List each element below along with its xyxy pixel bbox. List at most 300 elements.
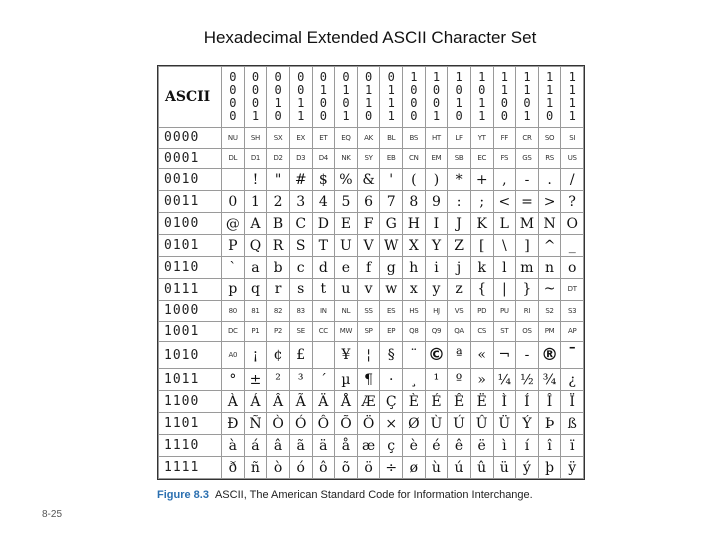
char-cell: ¸: [403, 369, 426, 391]
char-cell: Y: [425, 235, 448, 257]
char-cell: 3: [289, 191, 312, 213]
column-header-bit: 1: [319, 83, 327, 97]
column-header-bit: 0: [319, 109, 327, 123]
char-cell: Î: [538, 391, 561, 413]
char-cell: Ú: [448, 413, 471, 435]
table-row: [159, 369, 584, 391]
column-header-bit: 0: [319, 96, 327, 110]
char-cell: è: [403, 435, 426, 457]
char-cell: Ë: [470, 391, 493, 413]
char-cell: J: [448, 213, 471, 235]
char-cell: EP: [380, 321, 403, 342]
char-cell: m: [516, 257, 539, 279]
column-header-bit: 0: [319, 70, 327, 84]
column-header-bit: 1: [410, 70, 418, 84]
column-header-bit: 1: [545, 83, 554, 97]
char-cell: SX: [267, 128, 290, 149]
char-cell: Ï: [561, 391, 584, 413]
char-cell: SE: [289, 321, 312, 342]
char-cell: ^: [538, 235, 561, 257]
char-cell: Ý: [516, 413, 539, 435]
column-header-bit: 0: [387, 70, 395, 84]
char-cell: é: [425, 435, 448, 457]
column-header-bit: 0: [251, 96, 260, 110]
char-cell: ¶: [357, 369, 380, 391]
char-cell: Â: [267, 391, 290, 413]
char-cell: O: [561, 213, 584, 235]
char-cell: RS: [538, 148, 561, 169]
char-cell: £: [289, 342, 312, 369]
char-cell: `: [222, 257, 245, 279]
char-cell: h: [403, 257, 426, 279]
char-cell: i: [425, 257, 448, 279]
char-cell: 81: [244, 300, 267, 321]
column-header-bit: 1: [478, 96, 486, 110]
table-row: [159, 235, 584, 257]
char-cell: u: [335, 278, 358, 300]
char-cell: í: [516, 435, 539, 457]
char-cell: á: [244, 435, 267, 457]
column-header: [267, 67, 290, 128]
char-cell: D3: [289, 148, 312, 169]
char-cell: IN: [312, 300, 335, 321]
char-cell: SP: [357, 321, 380, 342]
column-header-bit: 1: [568, 83, 576, 97]
char-cell: ;: [470, 191, 493, 213]
column-header: [448, 67, 471, 128]
column-header-bit: 0: [229, 96, 237, 110]
char-cell: ES: [380, 300, 403, 321]
char-cell: Ç: [380, 391, 403, 413]
char-cell: j: [448, 257, 471, 279]
char-cell: :: [448, 191, 471, 213]
column-header: [425, 67, 448, 128]
char-cell: â: [267, 435, 290, 457]
char-cell: HJ: [425, 300, 448, 321]
column-header-bit: 1: [387, 109, 395, 123]
column-header-row: [159, 67, 584, 128]
row-header: 1110: [159, 435, 222, 457]
char-cell: &: [357, 169, 380, 191]
column-header-bit: 1: [545, 96, 554, 110]
char-cell: 82: [267, 300, 290, 321]
char-cell: ,: [493, 169, 516, 191]
char-cell: P2: [267, 321, 290, 342]
char-cell: D2: [267, 148, 290, 169]
char-cell: «: [470, 342, 493, 369]
char-cell: .: [538, 169, 561, 191]
char-cell: SB: [448, 148, 471, 169]
char-cell: OS: [516, 321, 539, 342]
char-cell: ¾: [538, 369, 561, 391]
char-cell: AK: [357, 128, 380, 149]
char-cell: ë: [470, 435, 493, 457]
row-header: 1011: [159, 369, 222, 391]
table-row: [159, 278, 584, 300]
char-cell: *: [448, 169, 471, 191]
char-cell: SS: [357, 300, 380, 321]
row-header: 0011: [159, 191, 222, 213]
char-cell: ñ: [244, 457, 267, 479]
row-header: 1101: [159, 413, 222, 435]
char-cell: ó: [289, 457, 312, 479]
char-cell: ©: [425, 342, 448, 369]
char-cell: T: [312, 235, 335, 257]
char-cell: CR: [516, 128, 539, 149]
char-cell: L: [493, 213, 516, 235]
char-cell: +: [470, 169, 493, 191]
char-cell: f: [357, 257, 380, 279]
char-cell: ¯: [561, 342, 584, 369]
char-cell: ¿: [561, 369, 584, 391]
column-header-bit: 1: [251, 109, 260, 123]
char-cell: 8: [403, 191, 426, 213]
char-cell: ¼: [493, 369, 516, 391]
row-header: 0010: [159, 169, 222, 191]
char-cell: þ: [538, 457, 561, 479]
column-header-bit: 0: [410, 96, 418, 110]
char-cell: q: [244, 278, 267, 300]
char-cell: ´: [312, 369, 335, 391]
char-cell: ð: [222, 457, 245, 479]
char-cell: 0: [222, 191, 245, 213]
table-row: [159, 435, 584, 457]
char-cell: @: [222, 213, 245, 235]
char-cell: RI: [516, 300, 539, 321]
char-cell: LF: [448, 128, 471, 149]
char-cell: Ù: [425, 413, 448, 435]
char-cell: /: [561, 169, 584, 191]
column-header-bit: 0: [229, 109, 237, 123]
char-cell: µ: [335, 369, 358, 391]
char-cell: ÷: [380, 457, 403, 479]
char-cell: BL: [380, 128, 403, 149]
table-row: [159, 342, 584, 369]
column-header-bit: 1: [455, 70, 463, 84]
column-header-bit: 0: [274, 70, 282, 84]
char-cell: Õ: [335, 413, 358, 435]
char-cell: U: [335, 235, 358, 257]
column-header-bit: 1: [432, 70, 441, 84]
figure-caption: [157, 489, 587, 501]
char-cell: [312, 342, 335, 369]
char-cell: Ã: [289, 391, 312, 413]
row-header: 1111: [159, 457, 222, 479]
char-cell: FF: [493, 128, 516, 149]
ascii-table-figure: [157, 65, 585, 480]
char-cell: PM: [538, 321, 561, 342]
char-cell: û: [470, 457, 493, 479]
table-row: [159, 148, 584, 169]
char-cell: >: [538, 191, 561, 213]
column-header-bit: 0: [364, 70, 373, 84]
char-cell: y: [425, 278, 448, 300]
char-cell: BS: [403, 128, 426, 149]
char-cell: Ó: [289, 413, 312, 435]
char-cell: ù: [425, 457, 448, 479]
char-cell: æ: [357, 435, 380, 457]
column-header-bit: 0: [478, 83, 486, 97]
column-header-bit: 0: [455, 83, 463, 97]
char-cell: V: [357, 235, 380, 257]
char-cell: ±: [244, 369, 267, 391]
char-cell: DL: [222, 148, 245, 169]
char-cell: ß: [561, 413, 584, 435]
char-cell: Ö: [357, 413, 380, 435]
char-cell: NL: [335, 300, 358, 321]
column-header-bit: 0: [251, 70, 260, 84]
char-cell: Ô: [312, 413, 335, 435]
table-row: [159, 300, 584, 321]
char-cell: É: [425, 391, 448, 413]
column-header-bit: 1: [478, 109, 486, 123]
column-header-bit: 1: [455, 96, 463, 110]
table-row: [159, 457, 584, 479]
char-cell: à: [222, 435, 245, 457]
column-header-bit: 1: [342, 83, 350, 97]
char-cell: S2: [538, 300, 561, 321]
char-cell: EQ: [335, 128, 358, 149]
char-cell: D4: [312, 148, 335, 169]
row-header: 1100: [159, 391, 222, 413]
char-cell: [: [470, 235, 493, 257]
char-cell: ²: [267, 369, 290, 391]
char-cell: CN: [403, 148, 426, 169]
char-cell: YT: [470, 128, 493, 149]
char-cell: °: [222, 369, 245, 391]
char-cell: n: [538, 257, 561, 279]
char-cell: ì: [493, 435, 516, 457]
char-cell: X: [403, 235, 426, 257]
char-cell: r: [267, 278, 290, 300]
char-cell: EB: [380, 148, 403, 169]
char-cell: W: [380, 235, 403, 257]
column-header-bit: 0: [297, 70, 305, 84]
char-cell: 9: [425, 191, 448, 213]
char-cell: ç: [380, 435, 403, 457]
char-cell: e: [335, 257, 358, 279]
char-cell: PD: [470, 300, 493, 321]
column-header-bit: 1: [342, 109, 350, 123]
char-cell: 4: [312, 191, 335, 213]
char-cell: EC: [470, 148, 493, 169]
char-cell: G: [380, 213, 403, 235]
char-cell: =: [516, 191, 539, 213]
char-cell: ú: [448, 457, 471, 479]
char-cell: ö: [357, 457, 380, 479]
char-cell: S: [289, 235, 312, 257]
char-cell: H: [403, 213, 426, 235]
char-cell: SI: [561, 128, 584, 149]
row-header: 0101: [159, 235, 222, 257]
char-cell: GS: [516, 148, 539, 169]
char-cell: ·: [380, 369, 403, 391]
char-cell: ô: [312, 457, 335, 479]
figure-caption-text: ASCII, The American Standard Code for Information Interchange.: [214, 489, 533, 501]
char-cell: x: [403, 278, 426, 300]
char-cell: Q8: [403, 321, 426, 342]
char-cell: ¨: [403, 342, 426, 369]
table-row: [159, 321, 584, 342]
table-row: [159, 257, 584, 279]
char-cell: P: [222, 235, 245, 257]
char-cell: Å: [335, 391, 358, 413]
column-header: [357, 67, 380, 128]
column-header-bit: 0: [523, 96, 531, 110]
char-cell: Ä: [312, 391, 335, 413]
char-cell: 80: [222, 300, 245, 321]
char-cell: Q9: [425, 321, 448, 342]
char-cell: FS: [493, 148, 516, 169]
char-cell: o: [561, 257, 584, 279]
char-cell: s: [289, 278, 312, 300]
char-cell: CC: [312, 321, 335, 342]
column-header: [516, 67, 539, 128]
column-header-bit: 0: [410, 83, 418, 97]
char-cell: NU: [222, 128, 245, 149]
char-cell: Ì: [493, 391, 516, 413]
column-header-bit: 0: [229, 83, 237, 97]
char-cell: F: [357, 213, 380, 235]
char-cell: ET: [312, 128, 335, 149]
char-cell: ]: [516, 235, 539, 257]
column-header-bit: 0: [342, 96, 350, 110]
char-cell: HT: [425, 128, 448, 149]
char-cell: ST: [493, 321, 516, 342]
row-header: 0111: [159, 278, 222, 300]
char-cell: ®: [538, 342, 561, 369]
char-cell: ä: [312, 435, 335, 457]
row-header: 1010: [159, 342, 222, 369]
column-header: [561, 67, 584, 128]
char-cell: a: [244, 257, 267, 279]
column-header-bit: 1: [568, 96, 576, 110]
char-cell: Á: [244, 391, 267, 413]
column-header: [380, 67, 403, 128]
char-cell: c: [289, 257, 312, 279]
char-cell: Ê: [448, 391, 471, 413]
char-cell: C: [289, 213, 312, 235]
char-cell: Ð: [222, 413, 245, 435]
char-cell: MW: [335, 321, 358, 342]
row-header: 0100: [159, 213, 222, 235]
char-cell: g: [380, 257, 403, 279]
char-cell: p: [222, 278, 245, 300]
char-cell: [222, 169, 245, 191]
char-cell: VS: [448, 300, 471, 321]
char-cell: CS: [470, 321, 493, 342]
char-cell: EM: [425, 148, 448, 169]
char-cell: ×: [380, 413, 403, 435]
char-cell: S3: [561, 300, 584, 321]
corner-label: ASCII: [159, 67, 222, 128]
column-header-bit: 0: [545, 109, 554, 123]
char-cell: ¬: [493, 342, 516, 369]
char-cell: 5: [335, 191, 358, 213]
char-cell: å: [335, 435, 358, 457]
char-cell: w: [380, 278, 403, 300]
char-cell: \: [493, 235, 516, 257]
char-cell: Ø: [403, 413, 426, 435]
char-cell: 7: [380, 191, 403, 213]
char-cell: È: [403, 391, 426, 413]
char-cell: ¥: [335, 342, 358, 369]
char-cell: DT: [561, 278, 584, 300]
char-cell: Z: [448, 235, 471, 257]
table-row: [159, 391, 584, 413]
row-header: 1001: [159, 321, 222, 342]
figure-caption-number: Figure 8.3: [157, 489, 209, 501]
char-cell: ï: [561, 435, 584, 457]
table-row: [159, 169, 584, 191]
char-cell: »: [470, 369, 493, 391]
column-header-bit: 0: [297, 83, 305, 97]
char-cell: ~: [538, 278, 561, 300]
row-header: 0001: [159, 148, 222, 169]
char-cell: -: [516, 342, 539, 369]
column-header-bit: 1: [523, 70, 531, 84]
char-cell: ý: [516, 457, 539, 479]
char-cell: Q: [244, 235, 267, 257]
char-cell: A0: [222, 342, 245, 369]
column-header-bit: 1: [387, 96, 395, 110]
column-header-bit: 1: [387, 83, 395, 97]
column-header: [289, 67, 312, 128]
column-header: [312, 67, 335, 128]
column-header-bit: 0: [432, 96, 441, 110]
char-cell: ÿ: [561, 457, 584, 479]
char-cell: D: [312, 213, 335, 235]
char-cell: ã: [289, 435, 312, 457]
column-header: [335, 67, 358, 128]
table-row: [159, 128, 584, 149]
char-cell: º: [448, 369, 471, 391]
char-cell: 2: [267, 191, 290, 213]
table-row: [159, 413, 584, 435]
char-cell: 83: [289, 300, 312, 321]
column-header-bit: 0: [342, 70, 350, 84]
char-cell: î: [538, 435, 561, 457]
char-cell: õ: [335, 457, 358, 479]
column-header-bit: 1: [523, 83, 531, 97]
char-cell: $: [312, 169, 335, 191]
char-cell: ¡: [244, 342, 267, 369]
row-header: 0000: [159, 128, 222, 149]
char-cell: Æ: [357, 391, 380, 413]
char-cell: E: [335, 213, 358, 235]
column-header-bit: 0: [410, 109, 418, 123]
char-cell: d: [312, 257, 335, 279]
char-cell: PU: [493, 300, 516, 321]
char-cell: QA: [448, 321, 471, 342]
row-header: 0110: [159, 257, 222, 279]
char-cell: %: [335, 169, 358, 191]
char-cell: ½: [516, 369, 539, 391]
char-cell: ê: [448, 435, 471, 457]
char-cell: SY: [357, 148, 380, 169]
char-cell: l: [493, 257, 516, 279]
column-header-bit: 0: [229, 70, 237, 84]
char-cell: P1: [244, 321, 267, 342]
column-header-bit: 0: [455, 109, 463, 123]
char-cell: §: [380, 342, 403, 369]
char-cell: A: [244, 213, 267, 235]
column-header-bit: 1: [432, 109, 441, 123]
char-cell: NK: [335, 148, 358, 169]
char-cell: DC: [222, 321, 245, 342]
column-header: [222, 67, 245, 128]
column-header-bit: 1: [478, 70, 486, 84]
